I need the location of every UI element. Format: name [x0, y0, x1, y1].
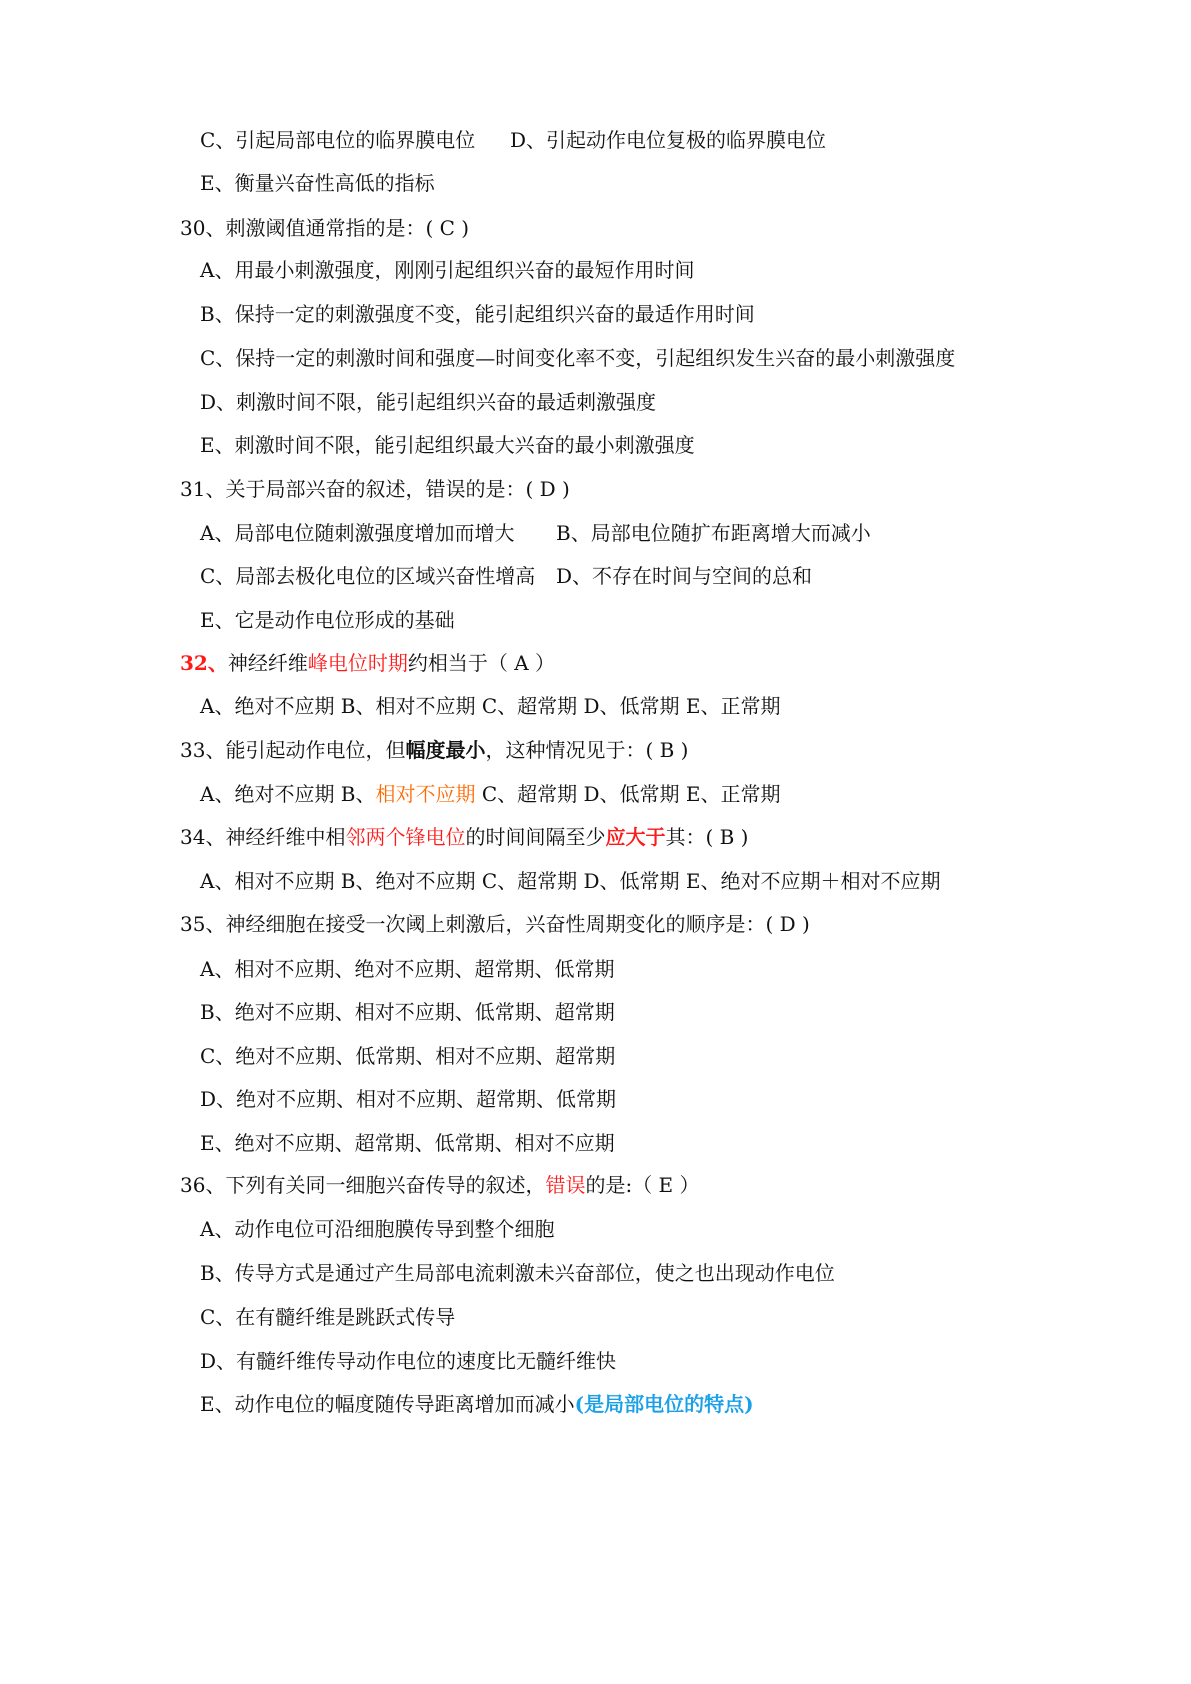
text-segment: D、不存在时间与空间的总和 — [556, 564, 813, 588]
text-segment: A、用最小刺激强度，刚刚引起组织兴奋的最短作用时间 — [200, 258, 695, 282]
text-segment: A、相对不应期、绝对不应期、超常期、低常期 — [200, 957, 615, 981]
option-line — [200, 1130, 615, 1156]
option-line — [200, 781, 781, 807]
text-segment: B、保持一定的刺激强度不变，能引起组织兴奋的最适作用时间 — [200, 302, 755, 326]
text-segment: D、绝对不应期、相对不应期、超常期、低常期 — [200, 1087, 617, 1111]
question-line — [180, 476, 570, 502]
text-segment: B、绝对不应期、相对不应期、低常期、超常期 — [200, 1000, 615, 1024]
text-segment: C、引起局部电位的临界膜电位 — [200, 128, 476, 152]
option-line — [200, 1260, 835, 1286]
text-segment: 错误 — [545, 1173, 586, 1197]
text-segment: E、动作电位的幅度随传导距离增加而减小 — [200, 1392, 575, 1416]
question-line — [180, 911, 810, 937]
text-segment: A、动作电位可沿细胞膜传导到整个细胞 — [200, 1217, 555, 1241]
option-line — [200, 999, 615, 1025]
option-line — [200, 257, 694, 283]
text-segment: 峰电位时期 — [307, 651, 408, 675]
option-line — [200, 607, 455, 633]
option-line — [200, 1391, 754, 1417]
text-segment: 34、神经纤维中相 — [180, 825, 346, 849]
text-segment: B、局部电位随扩布距离增大而减小 — [556, 521, 871, 545]
text-segment: ，这种情况见于：( B ) — [485, 738, 689, 762]
option-line — [200, 520, 514, 546]
option-line-second-column — [510, 127, 826, 153]
text-segment: 31、关于局部兴奋的叙述，错误的是：( D ) — [180, 477, 570, 501]
option-line — [200, 693, 781, 719]
text-segment: 其：( B ) — [665, 825, 749, 849]
text-segment: E、刺激时间不限，能引起组织最大兴奋的最小刺激强度 — [200, 433, 695, 457]
question-line — [180, 1172, 700, 1198]
text-segment: 36、下列有关同一细胞兴奋传导的叙述， — [180, 1173, 546, 1197]
text-segment: D、刺激时间不限，能引起组织兴奋的最适刺激强度 — [200, 390, 657, 414]
question-line — [180, 215, 469, 241]
text-segment: A、局部电位随刺激强度增加而增大 — [200, 521, 515, 545]
option-line — [200, 1216, 554, 1242]
text-segment: 的时间间隔至少 — [465, 825, 606, 849]
question-line — [180, 737, 688, 763]
text-segment: C、绝对不应期、低常期、相对不应期、超常期 — [200, 1044, 616, 1068]
text-segment: D、引起动作电位复极的临界膜电位 — [510, 128, 827, 152]
option-line — [200, 1043, 615, 1069]
option-line — [200, 389, 656, 415]
text-segment: 35、神经细胞在接受一次阈上刺激后，兴奋性周期变化的顺序是：( D ) — [180, 912, 810, 936]
question-line — [180, 824, 748, 850]
text-segment: E、绝对不应期、超常期、低常期、相对不应期 — [200, 1131, 615, 1155]
option-line — [200, 127, 475, 153]
text-segment: E、它是动作电位形成的基础 — [200, 608, 455, 632]
option-line — [200, 868, 941, 894]
option-line-second-column — [556, 520, 871, 546]
text-segment: (是局部电位的特点) — [574, 1392, 754, 1416]
option-line — [200, 1304, 455, 1330]
text-segment: A、绝对不应期 B、 — [200, 782, 376, 806]
option-line — [200, 956, 614, 982]
text-segment: 幅度最小 — [405, 738, 486, 762]
text-segment: C、在有髓纤维是跳跃式传导 — [200, 1305, 456, 1329]
text-segment: C、保持一定的刺激时间和强度—时间变化率不变，引起组织发生兴奋的最小刺激强度 — [200, 346, 956, 370]
text-segment: 邻两个锋电位 — [345, 825, 466, 849]
text-segment: A、绝对不应期 B、相对不应期 C、超常期 D、低常期 E、正常期 — [200, 694, 781, 718]
option-line — [200, 432, 695, 458]
option-line — [200, 170, 435, 196]
text-segment: 约相当于（ A ） — [407, 651, 556, 675]
text-segment: 相对不应期 — [375, 782, 476, 806]
option-line — [200, 1086, 616, 1112]
text-segment: C、超常期 D、低常期 E、正常期 — [475, 782, 781, 806]
text-segment: A、相对不应期 B、绝对不应期 C、超常期 D、低常期 E、绝对不应期＋相对不应期 — [200, 869, 941, 893]
text-segment: E、衡量兴奋性高低的指标 — [200, 171, 435, 195]
text-segment: 30、刺激阈值通常指的是：( C ) — [180, 216, 470, 240]
text-segment: C、局部去极化电位的区域兴奋性增高 — [200, 564, 536, 588]
question-line — [180, 650, 555, 676]
text-segment: 的是:（ E ） — [585, 1173, 700, 1197]
text-segment: 32、 — [180, 651, 228, 675]
option-line-second-column — [556, 563, 812, 589]
option-line — [200, 345, 955, 371]
text-segment: D、有髓纤维传导动作电位的速度比无髓纤维快 — [200, 1349, 617, 1373]
text-segment: B、传导方式是通过产生局部电流刺激未兴奋部位，使之也出现动作电位 — [200, 1261, 835, 1285]
option-line — [200, 301, 755, 327]
text-segment: 应大于 — [605, 825, 666, 849]
option-line — [200, 563, 535, 589]
option-line — [200, 1348, 616, 1374]
text-segment: 神经纤维 — [227, 651, 308, 675]
text-segment: 33、能引起动作电位，但 — [180, 738, 406, 762]
